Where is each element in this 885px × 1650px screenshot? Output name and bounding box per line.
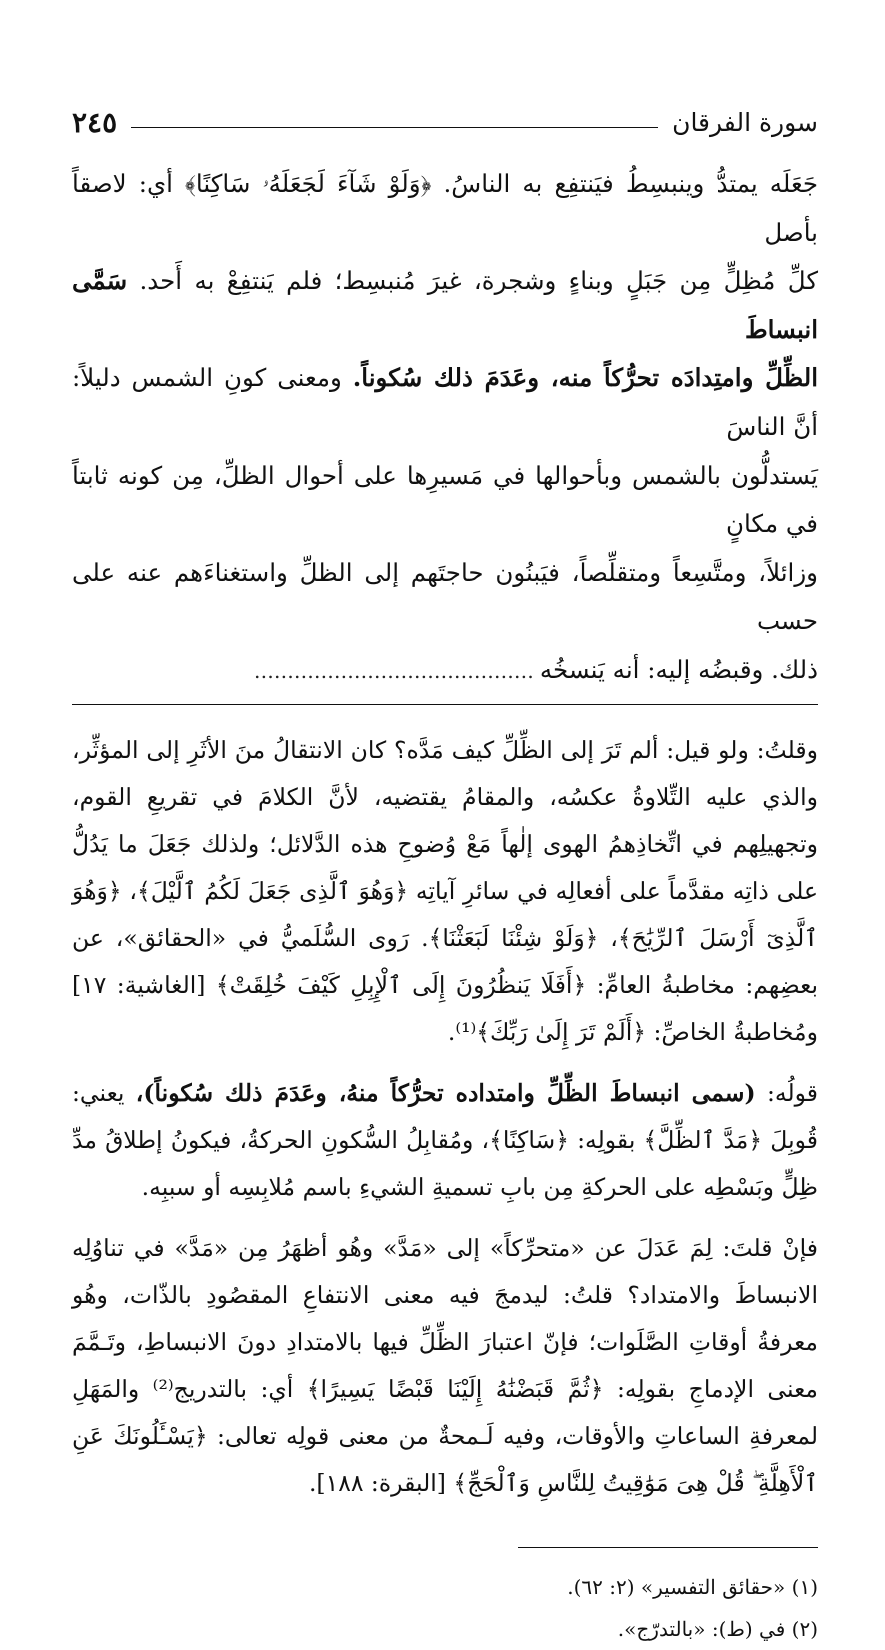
section-separator (72, 704, 818, 705)
commentary-paragraph-1: وقلتُ: ولو قيل: ألم تَرَ إلى الظِّلِّ كيف مَدَّه؟ كان الانتقالُ منَ الأثَرِ إلى المؤثِّر، والذي عليه التِّلاوةُ عكسُه، والمقامُ يقتضيه، لأنَّ الكلامَ في تقريعِ القوم، وتجهيلِهم في اتِّخاذِهمُ الهوى إلٰهاً مَعْ وُضوحِ هذه الدَّلائل؛ ولذلك جَعَلَ ما يَدُلُّ على ذاتِه مقدَّماً على أفعالِه في سائرِ آياتِه ﴿وَهُوَ ٱلَّذِى جَعَلَ لَكُمُ ٱلَّيْلَ﴾، ﴿وَهُوَ ٱلَّذِىٓ أَرْسَلَ ٱلرِّيَٰحَ﴾، ﴿وَلَوْ شِئْنَا لَبَعَثْنَا﴾. رَوى السُّلَميُّ في «الحقائق»، عن بعضِهم: مخاطبةُ العامِّ: ﴿أَفَلَا يَنظُرُونَ إِلَى ٱلْإِبِلِ كَيْفَ خُلِقَتْ﴾ [الغاشية: ١٧] ومُخاطبةُ الخاصِّ: ﴿أَلَمْ تَرَ إِلَىٰ رَبِّكَ﴾⁽¹⁾. (72, 735, 818, 1046)
page-number: ٢٤٥ (72, 105, 118, 139)
main-line: وزائلاً، ومتَّسِعاً ومتقلِّصاً، فيَبنُون حاجتَهم إلى الظلِّ واستغناءَهم عنه على حسب (72, 557, 818, 636)
footnotes (72, 1566, 818, 1650)
footnote-1: (١) «حقائق التفسير» (٢: ٦٢). (567, 1574, 818, 1599)
commentary (72, 727, 818, 1507)
footnote-2: (٢) في (ط): «بالتدرّج». (617, 1616, 818, 1641)
continuation-dots: …………………………………… (253, 658, 534, 683)
commentary-paragraph-2: قولُه: (سمى انبساطَ الظِّلِّ وامتداده تحرُّكاً منهُ، وعَدَمَ ذلك سُكوناً)، يعني: قُوبِلَ ﴿مَدَّ ٱلظِّلَّ﴾ بقولِه: ﴿سَاكِنًا﴾، ومُقابِلُ السُّكونِ الحركةُ، فيكونُ إطلاقُ مدِّ ظِلٍّ وبَسْطِه على الحركةِ مِن بابِ تسميةِ الشيءِ باسم مُلابِسِه أو سببِه. (72, 1078, 818, 1201)
footnote-rule (518, 1547, 818, 1548)
header-rule (131, 117, 658, 128)
surah-title: سورة الفرقان (672, 107, 818, 137)
main-line: الظِّلِّ وامتِدادَه تحرُّكاً منه، وعَدَمَ ذلك سُكوناً. ومعنى كونِ الشمس دليلاً: أنَّ الناسَ (72, 363, 819, 441)
commentary-paragraph-3: فإنْ قلتَ: لِمَ عَدَلَ عن «متحرِّكاً» إلى «مَدَّ» وهُو أظهَرُ مِن «مَدَّ» في تناوُلِه الانبساطَ والامتداد؟ قلتُ: ليدمجَ فيه معنى الانتفاعِ المقصُودِ بالذّات، وهُو معرفةُ أوقاتِ الصَّلَوات؛ فإنّ اعتبارَ الظِّلِّ فيها بالامتدادِ دونَ الانبساطِ، وتَـمَّمَ معنى الإدماجِ بقولِه: ﴿ثُمَّ قَبَضْنَٰهُ إِلَيْنَا قَبْضًا يَسِيرًا﴾ أي: بالتدريج⁽²⁾ والمَهَلِ لمعرفةِ الساعاتِ والأوقات، وفيه لَـمحةٌ من معنى قولِه تعالى: ﴿يَسْـَٔلُونَكَ عَنِ ٱلْأَهِلَّةِ ۖ قُلْ هِىَ مَوَٰقِيتُ لِلنَّاسِ وَٱلْحَجِّ﴾ [البقرة: ١٨٨]. (72, 1233, 819, 1497)
book-page (72, 100, 819, 1641)
main-text (72, 160, 818, 696)
main-line: يَستدلُّون بالشمس وبأحوالها في مَسيرِها على أحوال الظلِّ، مِن كونه ثابتاً في مكانٍ (72, 460, 818, 539)
main-line: جَعَلَه يمتدُّ وينبسِطُ فيَنتفِع به الناسُ. ﴿وَلَوْ شَآءَ لَجَعَلَهُۥ سَاكِنًا﴾ أي: لاصقاً بأصل (72, 169, 818, 247)
page-header (72, 100, 818, 144)
main-line: كلِّ مُظِلٍّ مِن جَبَلٍ وبناءٍ وشجرة، غيرَ مُنبسِط؛ فلم يَنتفِعْ به أَحد. سَمَّى انبساطَ (72, 266, 818, 344)
main-line: ذلك. وقبضُه إليه: أنه يَنسخُه…………………………………… (253, 654, 818, 684)
